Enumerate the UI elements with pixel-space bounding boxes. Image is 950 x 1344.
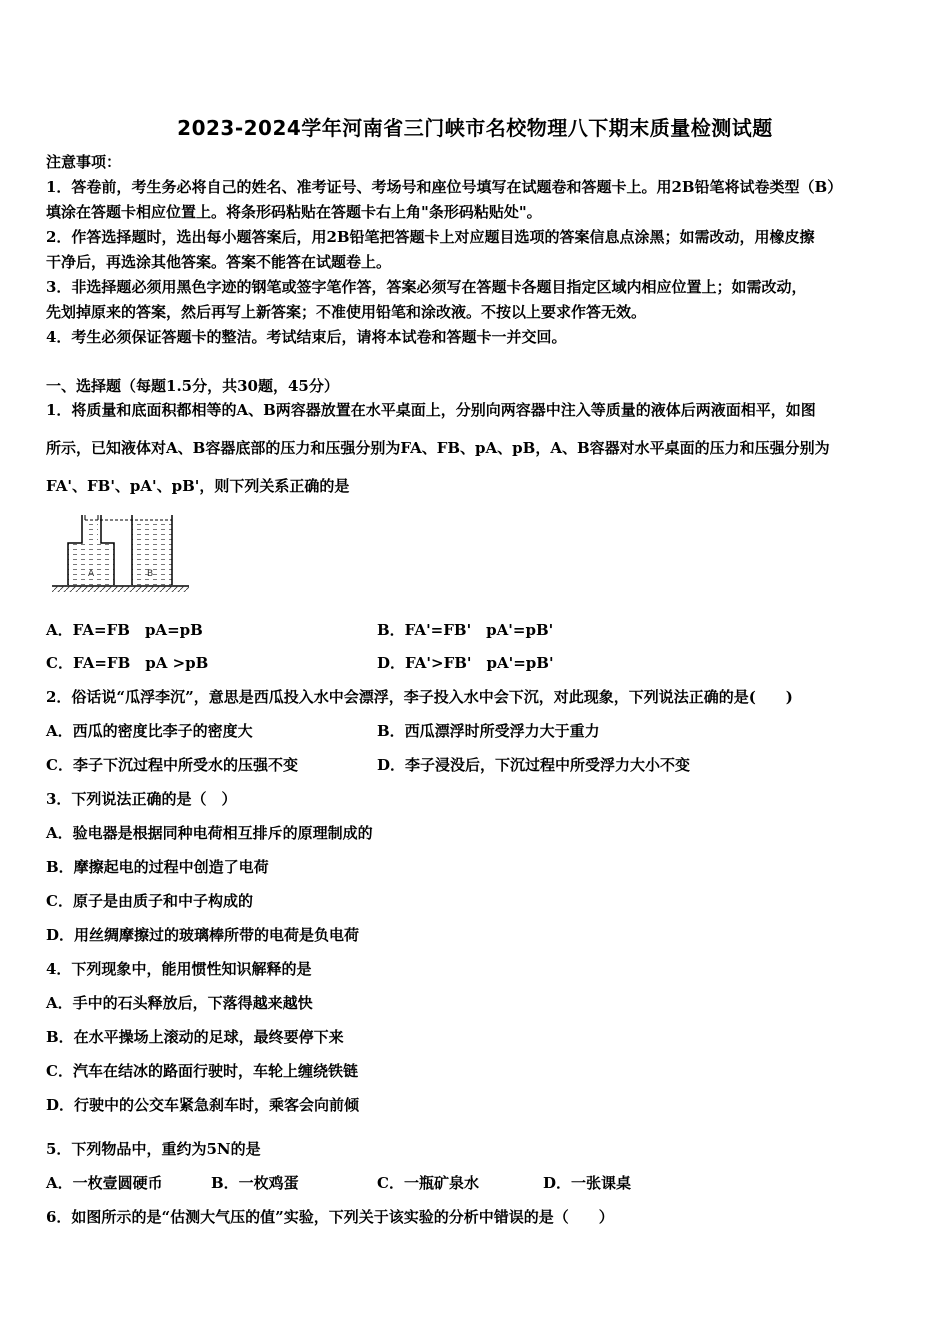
q4-option: D．行驶中的公交车紧急刹车时，乘客会向前倾 [46,1096,360,1114]
notice-line: 1．答卷前，考生务必将自己的姓名、准考证号、考场号和座位号填写在试题卷和答题卡上。用2B铅笔将试卷类型（B） [46,178,843,196]
q1-stem-line: 所示，已知液体对A、B容器底部的压力和压强分别为FA、FB、pA、pB，A、B容器对水平桌面的压力和压强分别为 [46,439,830,457]
q2-stem: 2．俗话说“瓜浮李沉”，意思是西瓜投入水中会漂浮，李子投入水中会下沉，对此现象，下列说法正确的是( ) [46,688,793,706]
notice-line: 先划掉原来的答案，然后再写上新答案；不准使用铅笔和涂改液。不按以上要求作答无效。 [46,303,647,321]
q5-option-b: B．一枚鸡蛋 [211,1174,299,1192]
q5-stem: 5．下列物品中，重约为5N的是 [46,1140,261,1158]
q2-option-d: D．李子浸没后，下沉过程中所受浮力大小不变 [377,756,691,774]
q1-option-b: B．FA'=FB' pA'=pB' [377,621,554,639]
q5-option-c: C．一瓶矿泉水 [377,1174,479,1192]
container-a-liquid-left [68,543,85,585]
q3-option: A．验电器是根据同种电荷相互排斥的原理制成的 [46,824,373,842]
notice-line: 干净后，再选涂其他答案。答案不能答在试题卷上。 [46,253,392,271]
q4-option: C．汽车在结冰的路面行驶时，车轮上缠绕铁链 [46,1062,358,1080]
q1-stem-line: FA'、FB'、pA'、pB'，则下列关系正确的是 [46,477,350,495]
section-heading: 一、选择题（每题1.5分，共30题，45分） [46,377,339,395]
q5-option-d: D．一张课桌 [543,1174,632,1192]
q1-option-a: A．FA=FB pA=pB [46,621,203,639]
q3-option: B．摩擦起电的过程中创造了电荷 [46,858,269,876]
q3-stem: 3．下列说法正确的是（ ） [46,790,237,808]
notice-line: 填涂在答题卡相应位置上。将条形码粘贴在答题卡右上角"条形码粘贴处"。 [46,203,542,221]
container-a-liquid-right [98,543,114,585]
two-containers-figure [48,512,193,600]
q6-stem: 6．如图所示的是“估测大气压的值”实验，下列关于该实验的分析中错误的是（ ） [46,1208,614,1226]
q1-option-d: D．FA'>FB' pA'=pB' [377,654,554,672]
q1-stem-line: 1．将质量和底面积都相等的A、B两容器放置在水平桌面上，分别向两容器中注入等质量的液体后两液面相平，如图 [46,401,816,419]
q3-option: D．用丝绸摩擦过的玻璃棒所带的电荷是负电荷 [46,926,360,944]
q2-option-b: B．西瓜漂浮时所受浮力大于重力 [377,722,600,740]
page-title: 2023-2024学年河南省三门峡市名校物理八下期末质量检测试题 [177,116,773,140]
q4-stem: 4．下列现象中，能用惯性知识解释的是 [46,960,312,978]
q2-option-a: A．西瓜的密度比李子的密度大 [46,722,253,740]
q2-option-c: C．李子下沉过程中所受水的压强不变 [46,756,298,774]
q5-option-a: A．一枚壹圆硬币 [46,1174,163,1192]
table-hatching [52,586,189,592]
notice-line: 2．作答选择题时，选出每小题答案后，用2B铅笔把答题卡上对应题目选项的答案信息点涂黑；如需改动，用橡皮擦 [46,228,815,246]
notice-line: 4．考生必须保证答题卡的整洁。考试结束后，请将本试卷和答题卡一并交回。 [46,328,567,346]
q4-option: B．在水平操场上滚动的足球，最终要停下来 [46,1028,344,1046]
q4-option: A．手中的石头释放后，下落得越来越快 [46,994,313,1012]
q3-option: C．原子是由质子和中子构成的 [46,892,253,910]
container-b-label: B [147,569,154,579]
container-a-label: A [88,569,95,579]
notice-heading: 注意事项： [46,153,122,171]
q1-option-c: C．FA=FB pA >pB [46,654,209,672]
notice-line: 3．非选择题必须用黑色字迹的钢笔或签字笔作答，答案必须写在答题卡各题目指定区域内相应位置上；如需改动， [46,278,807,296]
